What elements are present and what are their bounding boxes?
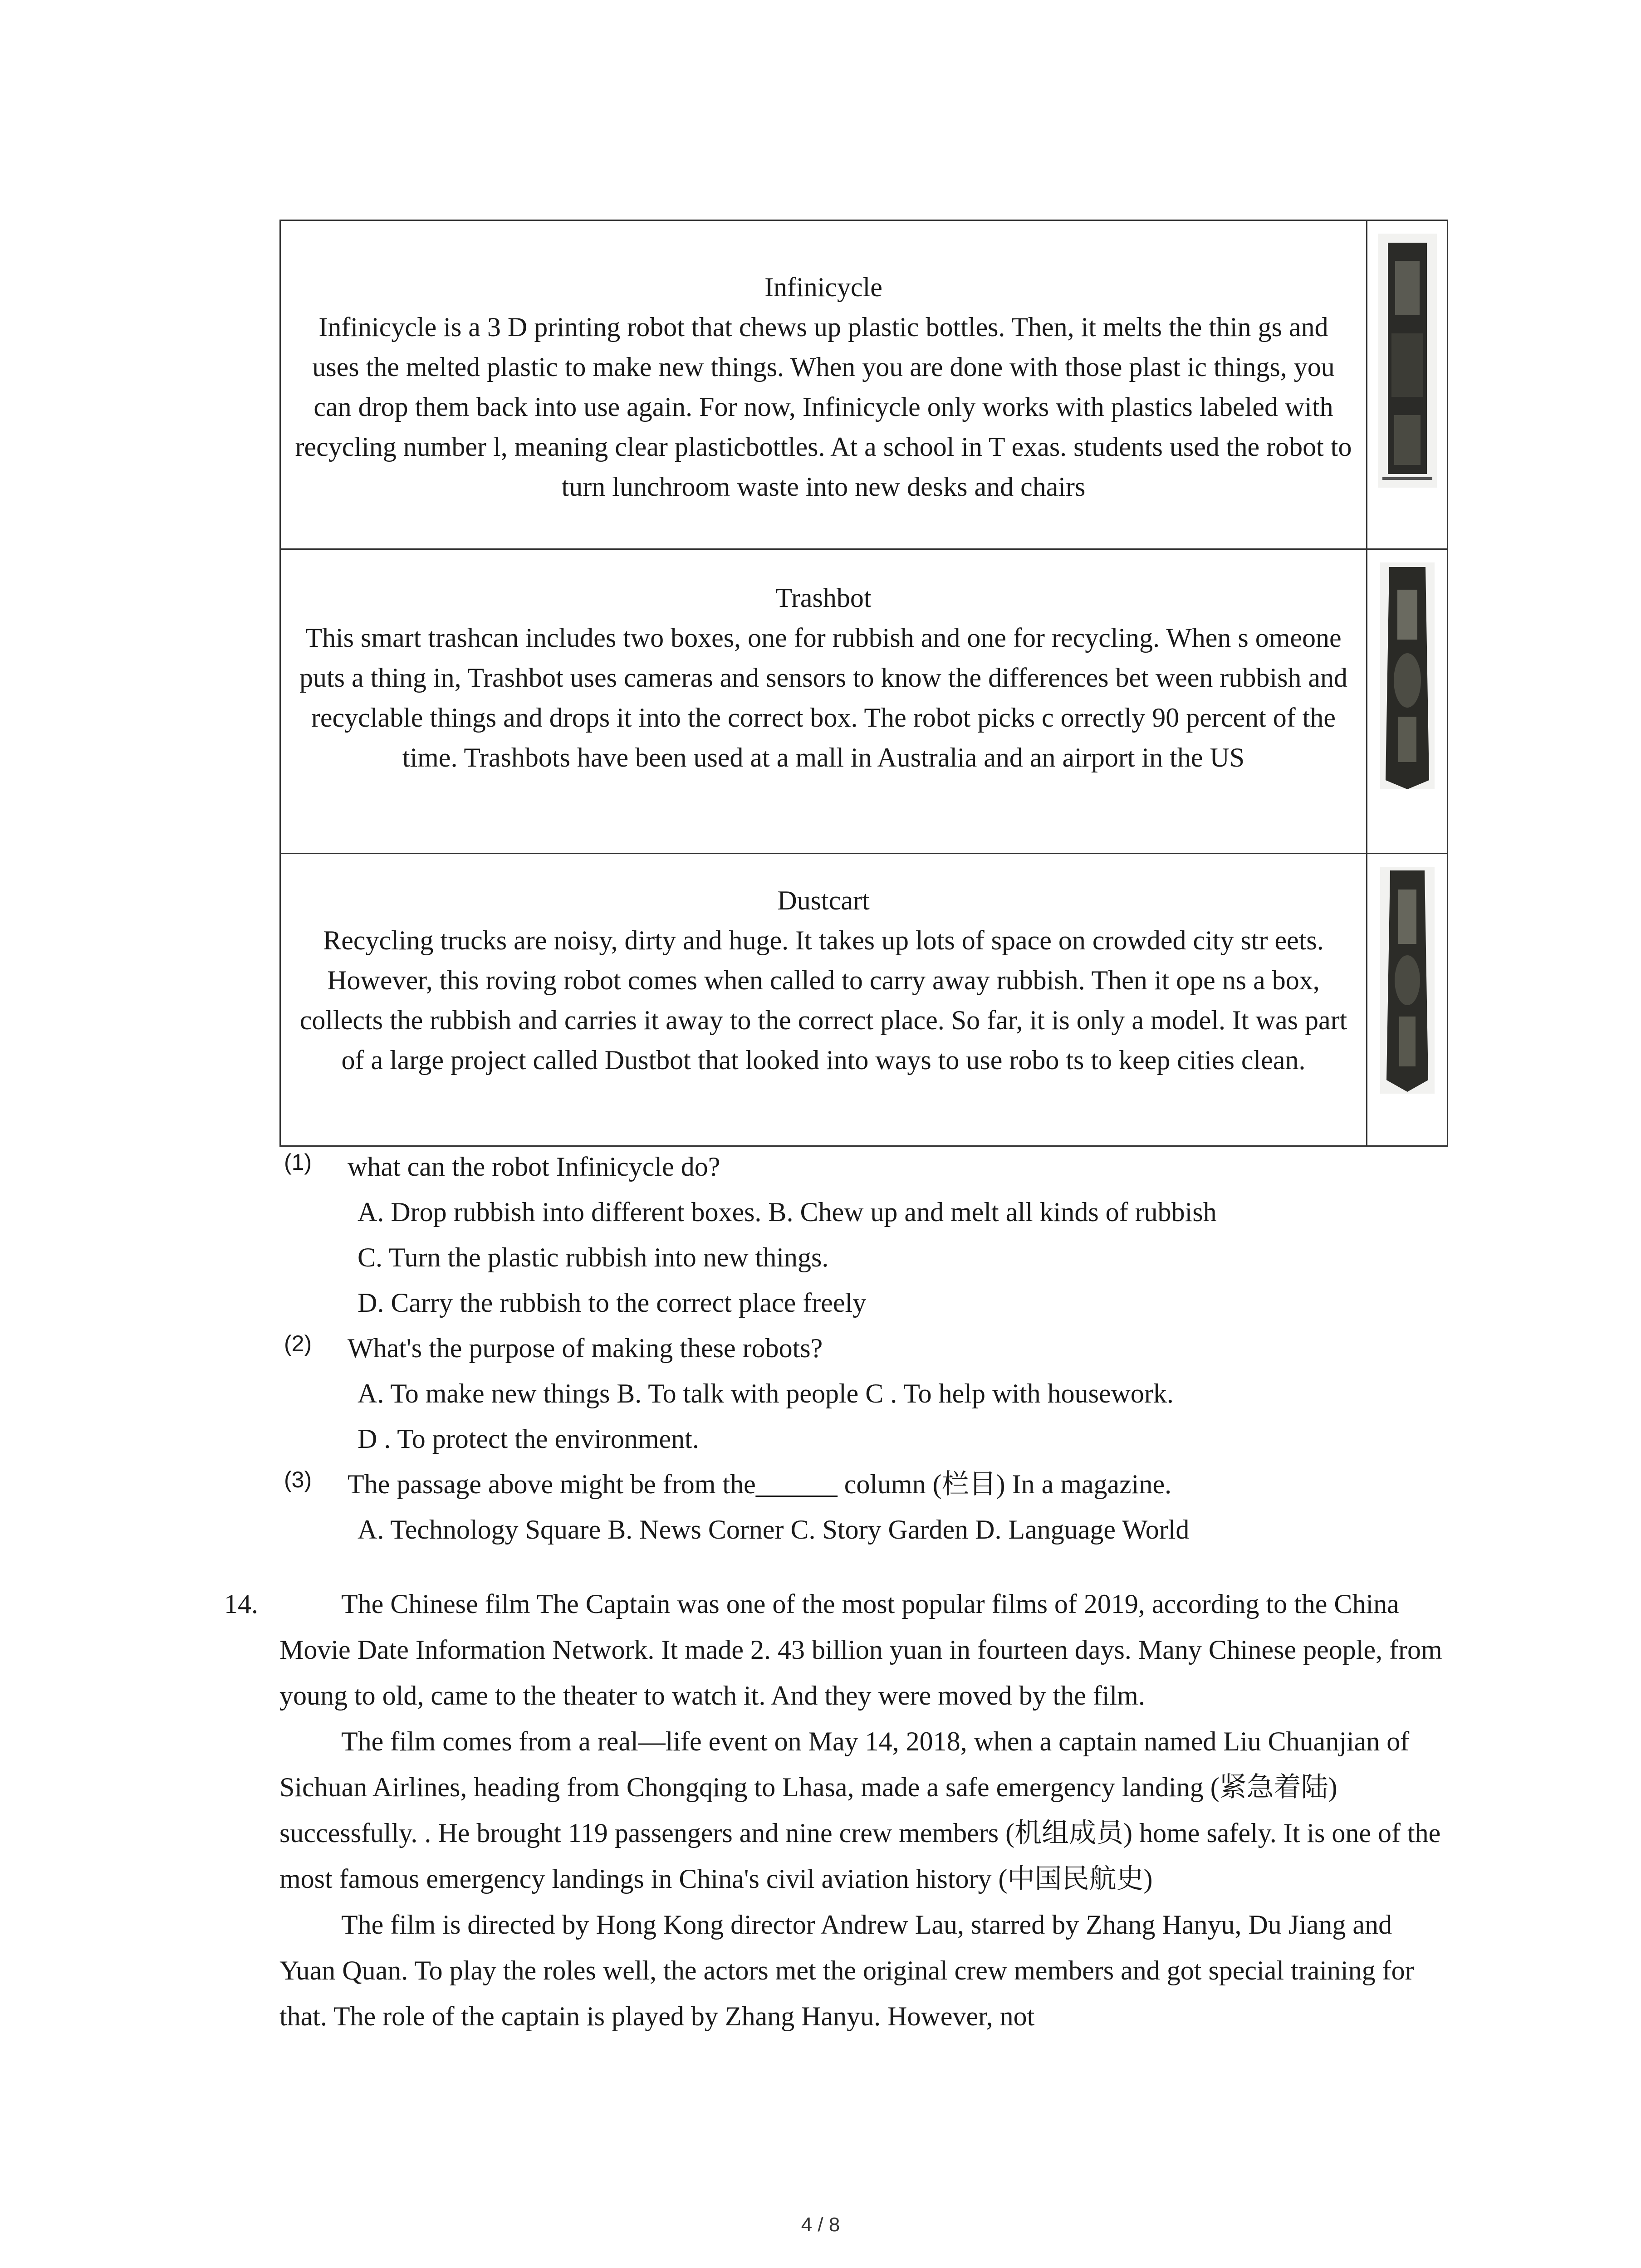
robots-table: [279, 220, 1448, 1147]
page-number: 4 / 8: [801, 2214, 840, 2236]
infinicycle-robot-image: [1378, 234, 1437, 488]
answer-option: D. Carry the rubbish to the correct place freely: [358, 1288, 867, 1318]
question-stem: what can the robot Infinicycle do?: [348, 1152, 720, 1182]
trashbot-robot-image: [1380, 562, 1435, 789]
answer-option: C. Turn the plastic rubbish into new things.: [358, 1242, 829, 1272]
question-stem: What's the purpose of making these robots?: [348, 1333, 823, 1363]
robot-description: Recycling trucks are noisy, dirty and huge. It takes up lots of space on crowded city str eets. However, this roving robot comes when called to carry away rubbish. Then it ope ns a box, collects the rubbish and carries it away to the correct place. So far, it is only a model. It was part of a large project called Dustbot that looked into ways to use robo ts to keep cities clean.: [299, 925, 1347, 1075]
passage-paragraph: The film comes from a real—life event on May 14, 2018, when a captain named Liu Chuanjian of Sichuan Airlines, heading from Chongqing to Lhasa, made a safe emergency landing (紧急着陆) successfully. . He brought 119 passengers and nine crew members (机组成员) home safely. It is one of the most famous emergency landings in China's civil aviation history (中国民航史): [279, 1726, 1441, 1894]
question-stem: The passage above might be from the______ column (栏目) In a magazine.: [348, 1469, 1172, 1499]
answer-option: D . To protect the environment.: [358, 1424, 699, 1454]
answer-option: A. To make new things B. To talk with people C . To help with housework.: [358, 1378, 1174, 1408]
robot-row-dustcart: [280, 854, 1448, 1146]
section-number: 14.: [224, 1589, 258, 1619]
dustcart-robot-image: [1380, 867, 1435, 1094]
robot-description: This smart trashcan includes two boxes, one for rubbish and one for recycling. When s omeone puts a thing in, Trashbot uses cameras and sensors to know the differences bet ween rubbish and recyclable things and drops it into the correct box. The robot picks c orrectly 90 percent of the time. Trashbots have been used at a mall in Australia and an airport in the US: [299, 623, 1348, 772]
robot-title: Dustcart: [777, 885, 870, 915]
robot-row-infinicycle: [280, 220, 1448, 549]
passage-paragraph: The Chinese film The Captain was one of the most popular films of 2019, according to the China Movie Date Information Network. It made 2. 43 billion yuan in fourteen days. Many Chinese people, from young to old, came to the theater to watch it. And they were moved by the film.: [279, 1589, 1442, 1711]
reading-passage: [279, 1581, 1445, 2039]
robot-title: Infinicycle: [764, 272, 882, 302]
answer-option: A. Technology Square B. News Corner C. Story Garden D. Language World: [358, 1515, 1190, 1545]
answer-option: A. Drop rubbish into different boxes. B. Chew up and melt all kinds of rubbish: [358, 1197, 1217, 1227]
passage-paragraph: The film is directed by Hong Kong director Andrew Lau, starred by Zhang Hanyu, Du Jiang and Yuan Quan. To play the roles well, the actors met the original crew members and got special training for that. The role of the captain is played by Zhang Hanyu. However, not: [279, 1910, 1414, 2031]
question-number: (2): [284, 1331, 312, 1356]
robot-description: Infinicycle is a 3 D printing robot that chews up plastic bottles. Then, it melts the thin gs and uses the melted plastic to make new things. When you are done with those plast ic things, you can drop them back into use again. For now, Infinicycle only works with plastics labeled with recycling number l, meaning clear plasticbottles. At a school in T exas. students used the robot to turn lunchroom waste into new desks and chairs: [295, 312, 1352, 502]
question-number: (3): [284, 1467, 312, 1492]
robot-title: Trashbot: [775, 583, 872, 613]
question-number: (1): [284, 1149, 312, 1175]
robot-row-trashbot: [280, 549, 1448, 854]
